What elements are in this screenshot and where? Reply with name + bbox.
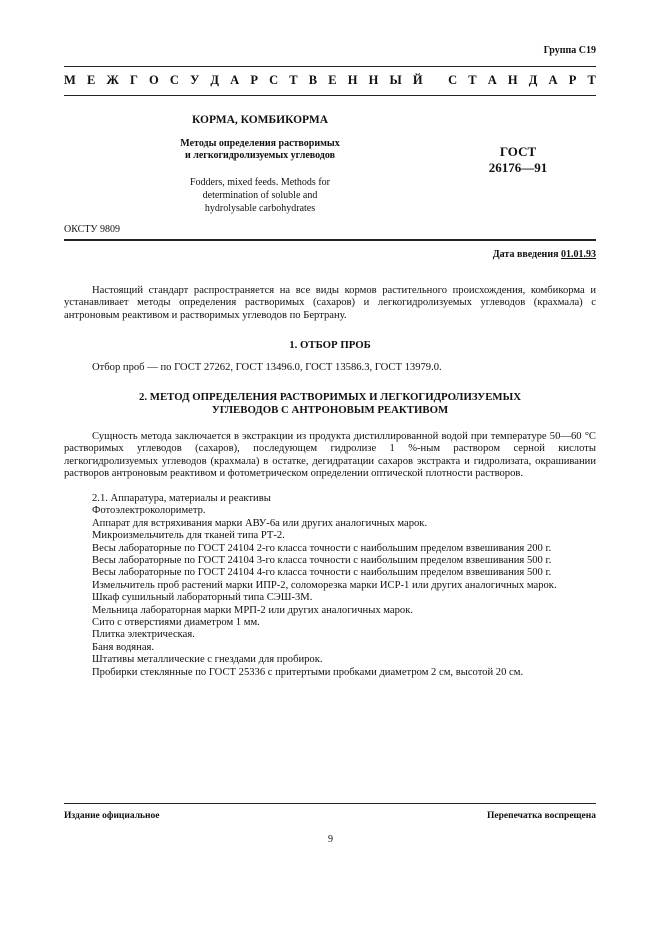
interstate-letter: Й [412, 73, 423, 87]
interstate-letter: С [169, 73, 179, 87]
reprint-prohibited: Перепечатка воспрещена [486, 811, 596, 821]
list-item: Микроизмельчитель для тканей типа РТ-2. [92, 530, 285, 542]
interstate-letter: С [269, 73, 279, 87]
list-item: Весы лабораторные по ГОСТ 24104 4-го класса точности с наибольшим пределом взвешивания 500 г. [92, 567, 552, 579]
interstate-letter: А [487, 73, 497, 87]
interstate-letter: Д [210, 73, 220, 87]
intro-paragraph: Настоящий стандарт распространяется на все виды кормов растительного происхождения, комбикорма и устанавливает методы определения растворимых (сахаров) и легкогидролизуемых углеводов (крахмала) с антроновым реактивом и растворимых углеводов по Бертрану. [64, 285, 596, 321]
okstu-code: ОКСТУ 9809 [64, 224, 121, 235]
interstate-letter: М [64, 73, 76, 87]
list-item: Измельчитель проб растений марки ИПР-2, соломорезка марки ИСР-1 или других аналогичных марок. [92, 579, 557, 591]
interstate-letter: У [190, 73, 200, 87]
interstate-letter: Р [250, 73, 258, 87]
interstate-letter: Е [86, 73, 96, 87]
list-item: Сито с отверстиями диаметром 1 мм. [92, 617, 260, 629]
interstate-letter: Н [507, 73, 518, 87]
page-number: 9 [328, 834, 333, 845]
interstate-letter: Т [587, 73, 596, 87]
group-code: Группа С19 [543, 45, 596, 56]
interstate-letter: А [548, 73, 558, 87]
interstate-letter: Г [129, 73, 138, 87]
interstate-letter: Ы [389, 73, 402, 87]
list-item: Баня водяная. [92, 641, 155, 653]
section-2-heading: 2. МЕТОД ОПРЕДЕЛЕНИЯ РАСТВОРИМЫХ И ЛЕГКОГИДРОЛИЗУЕМЫХ УГЛЕВОДОВ С АНТРОНОВЫМ РЕАКТИВОМ [138, 391, 522, 416]
interstate-letter: А [230, 73, 240, 87]
document-title: КОРМА, КОМБИКОРМА [191, 114, 329, 126]
gost-designation: ГОСТ 26176—91 [488, 144, 548, 175]
section-2-essence: Сущность метода заключается в экстракции из продукта дистиллированной водой при температуре 50—60 °С растворимых углеводов (сахаров), последующем гидролизе 1 %-ным раствором серной кислоты легкогидролизуемых углеводов (крахмала) в остатке, дегидратации сахаров экстракта и гидролизата, окрашивании растворов антроновым реактивом и фотометрическом определении оптической плотности растворов. [64, 431, 596, 480]
list-item: 2.1. Аппаратура, материалы и реактивы [92, 493, 271, 504]
interstate-letter: Т [468, 73, 477, 87]
interstate-letter: Н [347, 73, 358, 87]
list-item: Аппарат для встряхивания марки АВУ-6а или других аналогичных марок. [92, 517, 428, 529]
interstate-letter: В [308, 73, 318, 87]
top-rule [64, 66, 596, 67]
section-1-heading: 1. ОТБОР ПРОБ [289, 339, 371, 351]
interstate-letter: Д [528, 73, 538, 87]
list-item: Штативы металлические с гнездами для пробирок. [92, 654, 323, 666]
list-item: Пробирки стеклянные по ГОСТ 25336 с притертыми пробками диаметром 2 см, высотой 20 см. [92, 666, 524, 678]
list-item: Весы лабораторные по ГОСТ 24104 2-го класса точности с наибольшим пределом взвешивания 200 г. [92, 542, 552, 554]
interstate-letter: Ж [106, 73, 119, 87]
list-item: Весы лабораторные по ГОСТ 24104 3-го класса точности с наибольшим пределом взвешивания 500 г. [92, 555, 552, 567]
equipment-list [64, 493, 596, 679]
list-item: Мельница лабораторная марки МРП-2 или других аналогичных марок. [92, 604, 413, 616]
list-item: Плитка электрическая. [92, 629, 195, 641]
list-item: Шкаф сушильный лабораторный типа СЭШ-3М. [92, 592, 313, 604]
footer-rule [64, 803, 596, 804]
official-edition: Издание официальное [64, 811, 160, 821]
interstate-letter: Н [368, 73, 379, 87]
interstate-letter: О [149, 73, 159, 87]
interstate-letter: С [448, 73, 458, 87]
title-block-rule [64, 239, 596, 241]
document-subtitle: Методы определения растворимых и легкогидролизуемых углеводов [180, 138, 340, 161]
effective-date: Дата введения 01.01.93 [492, 249, 596, 260]
interstate-letter: Е [328, 73, 337, 87]
section-1-text: Отбор проб — по ГОСТ 27262, ГОСТ 13496.0, ГОСТ 13586.3, ГОСТ 13979.0. [92, 362, 442, 373]
heading-rule [64, 95, 596, 96]
interstate-letter: Р [568, 73, 577, 87]
list-item: Фотоэлектроколориметр. [92, 505, 206, 517]
english-title: Fodders, mixed feeds. Methods for determination of soluble and hydrolysable carbohydrates [190, 177, 330, 214]
interstate-letter [434, 73, 437, 88]
interstate-letter: Т [289, 73, 298, 87]
interstate-standard-heading [64, 73, 596, 88]
